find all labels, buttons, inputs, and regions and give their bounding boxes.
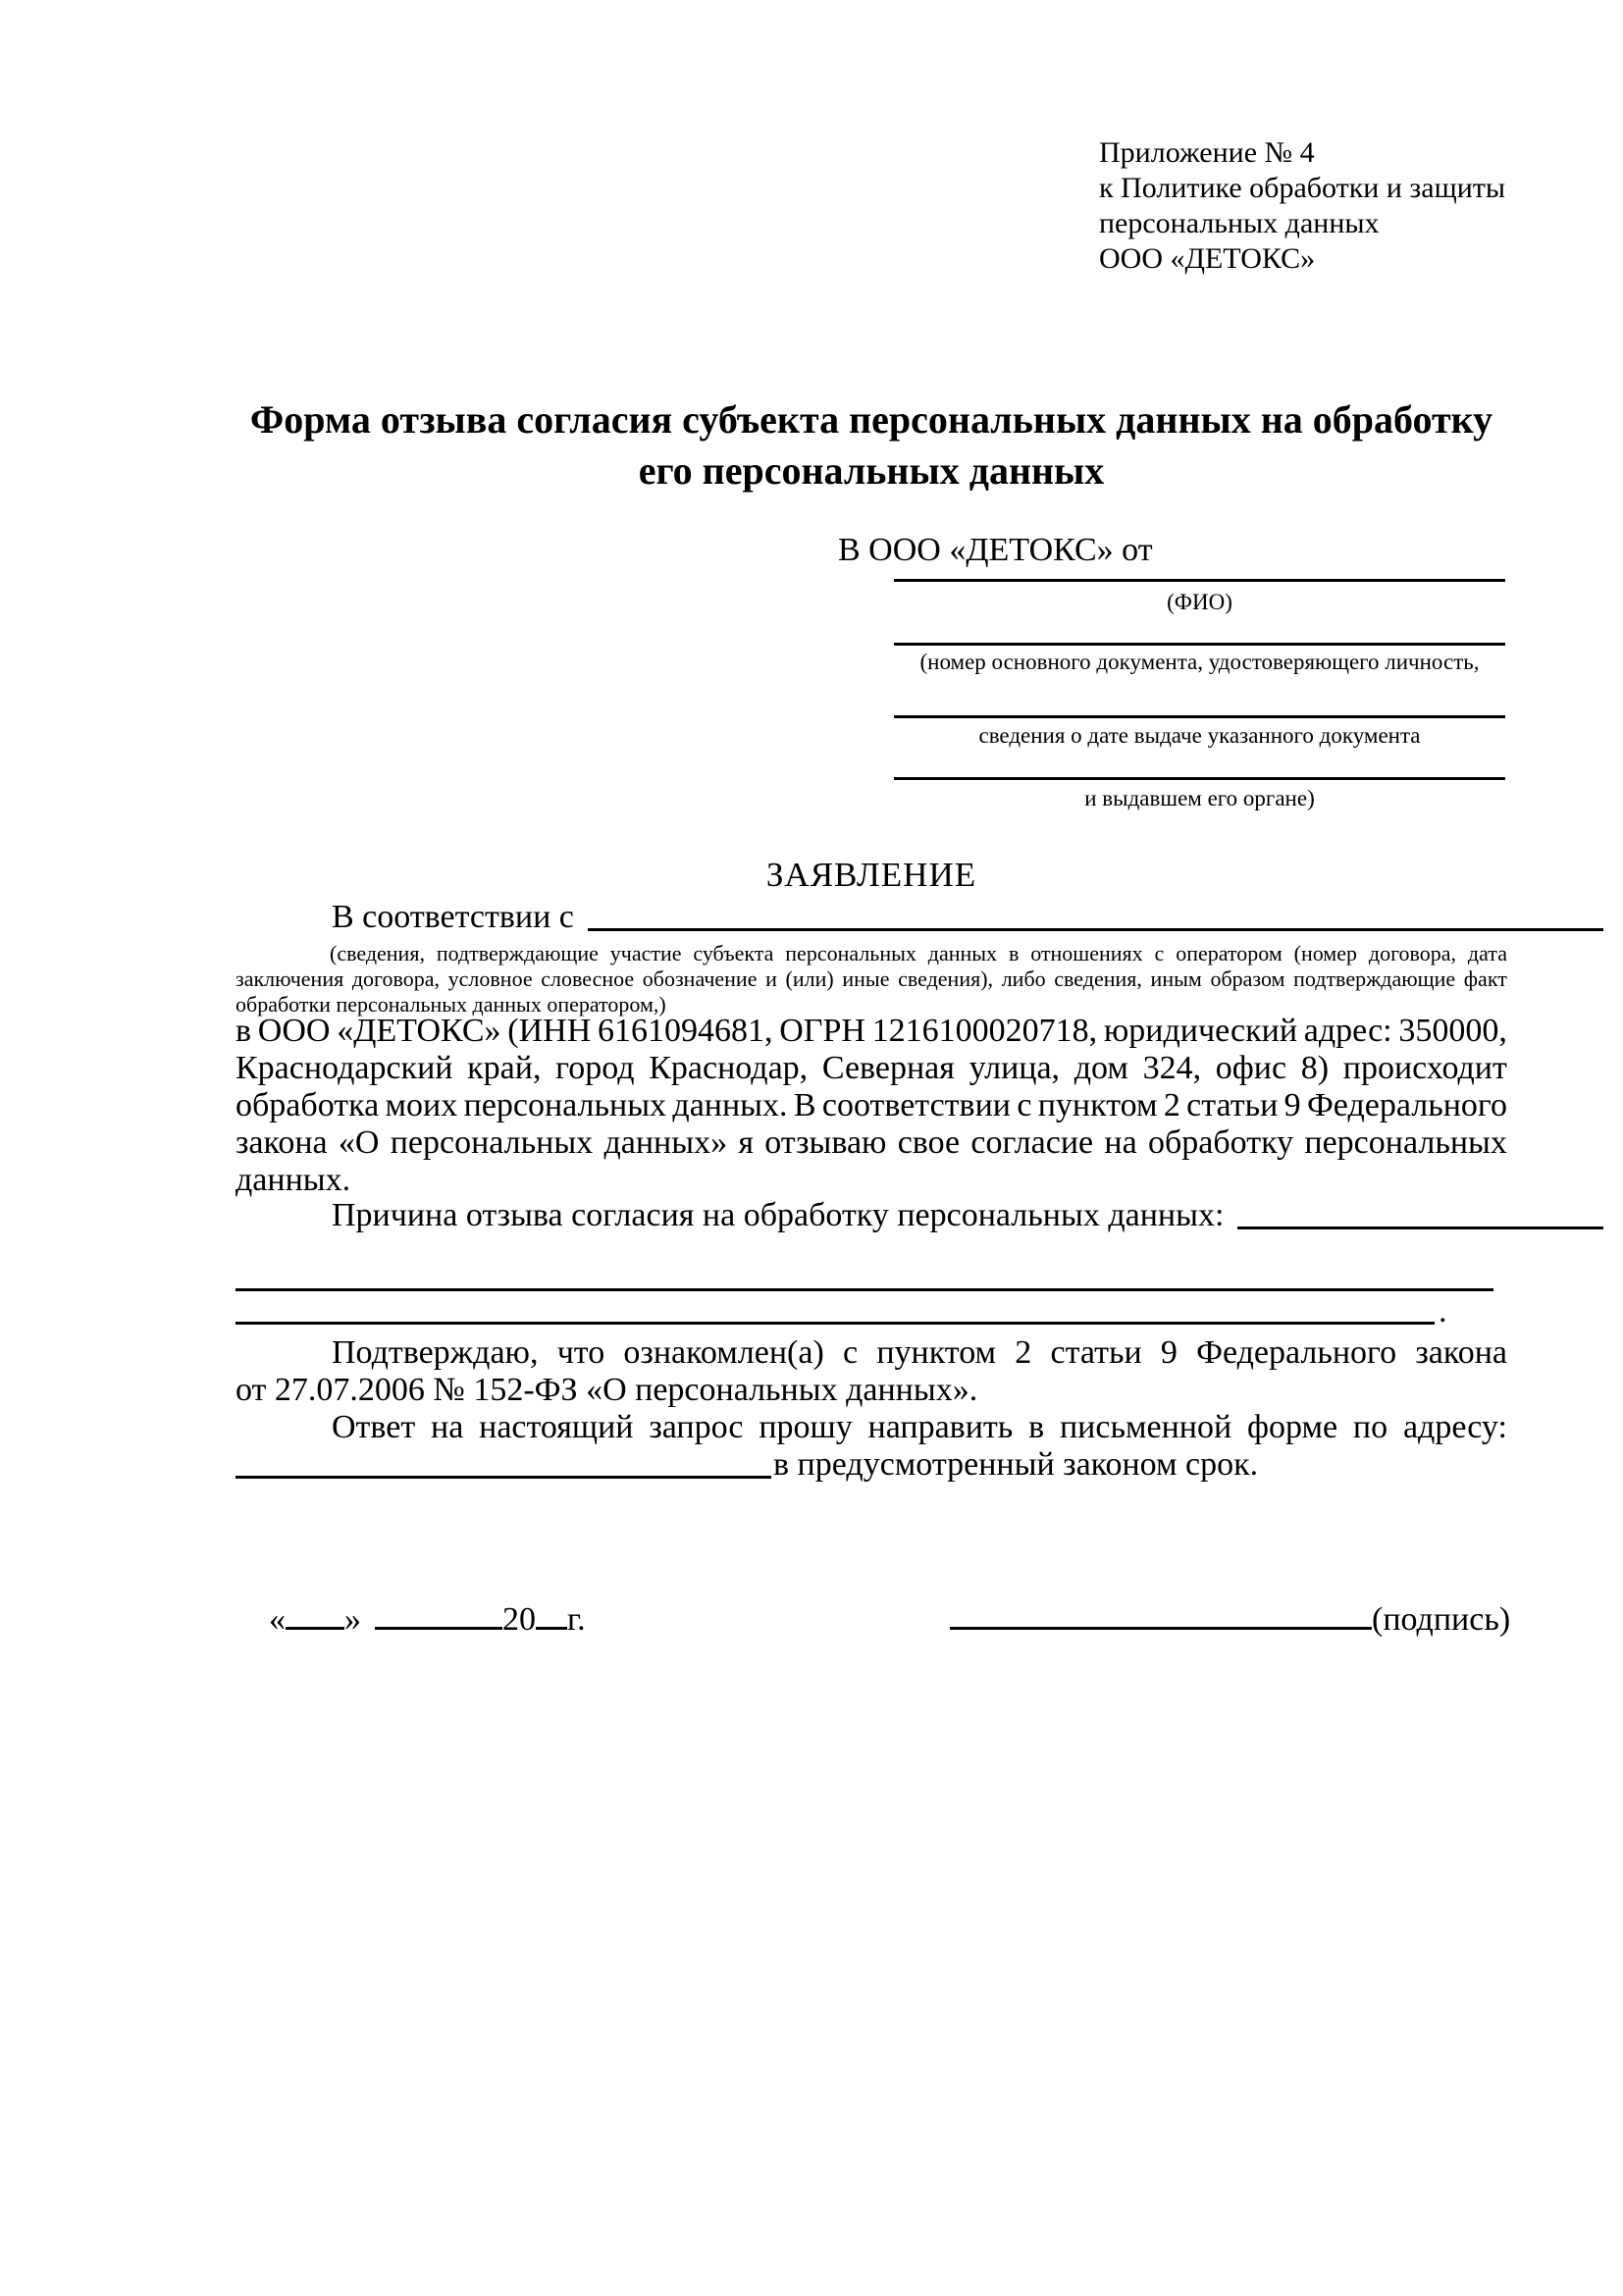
document-title: [236, 394, 1507, 496]
reason-prefix: Причина отзыва согласия на обработку персональных данных:: [332, 1197, 1225, 1233]
intro-line: [236, 899, 1603, 936]
year-blank-line[interactable]: [536, 1627, 567, 1630]
reason-blank-line-3[interactable]: [236, 1322, 1435, 1325]
reason-blank-line[interactable]: [1237, 1197, 1603, 1229]
reason-line: [236, 1197, 1603, 1234]
fio-blank-line[interactable]: [894, 579, 1505, 582]
appendix-line: Приложение № 4: [1099, 136, 1315, 169]
issue-date-label: сведения о дате выдаче указанного документа: [978, 723, 1421, 748]
reply-line: Ответ на настоящий запрос прошу направить в письменной форме по адресу:: [332, 1409, 1507, 1445]
recipient-line: В ООО «ДЕТОКС» от: [838, 532, 1153, 568]
issuing-authority-blank-line[interactable]: [894, 777, 1505, 780]
intro-prefix: В соответствии с: [332, 899, 574, 935]
quote-open: «: [269, 1601, 286, 1638]
document-title-line: Форма отзыва согласия субъекта персональных данных на обработку: [249, 397, 1493, 442]
date-field: [236, 1564, 586, 1638]
confirmation-line: Подтверждаю, что ознакомлен(а) с пунктом 2 статьи 9 Федерального закона: [332, 1334, 1507, 1371]
body-line: закона «О персональных данных» я отзываю свое согласие на обработку персональных: [236, 1124, 1507, 1161]
issuing-authority-label: и выдавшем его органе): [1084, 786, 1315, 810]
reason-blank-line-2[interactable]: [236, 1288, 1493, 1291]
quote-close: »: [344, 1601, 361, 1638]
appendix-note: [1099, 135, 1505, 277]
appendix-line: к Политике обработки и защиты: [1099, 172, 1506, 204]
reply-address-line: [236, 1446, 1507, 1484]
signature-field: [916, 1564, 1511, 1638]
body-line: в ООО «ДЕТОКС» (ИНН 6161094681, ОГРН 1216100020718, юридический адрес: 350000,: [236, 1013, 1507, 1049]
document-number-label: (номер основного документа, удостоверяющего личность,: [919, 650, 1480, 674]
document-title-line: его персональных данных: [638, 448, 1105, 493]
document-number-blank-line[interactable]: [894, 643, 1505, 646]
basis-blank-line[interactable]: [588, 899, 1603, 931]
confirmation-line: от 27.07.2006 № 152-ФЗ «О персональных данных».: [236, 1372, 978, 1408]
month-blank-line[interactable]: [375, 1627, 502, 1630]
issue-date-blank-line[interactable]: [894, 715, 1505, 718]
address-blank-line[interactable]: [236, 1446, 771, 1479]
footnote-line: (сведения, подтверждающие участие субъекта персональных данных в отношениях с оператором (номер договора, дата: [330, 941, 1507, 965]
statement-body: [236, 1013, 1507, 1199]
appendix-line: ООО «ДЕТОКС»: [1099, 242, 1316, 275]
footnote-line: заключения договора, условное словесное обозначение и (или) иные сведения), либо сведения, иным образом подтверждающие факт: [236, 966, 1507, 991]
fio-label: (ФИО): [1167, 590, 1232, 614]
year-suffix: г.: [567, 1601, 586, 1638]
body-line: обработка моих персональных данных. В соответствии с пунктом 2 статьи 9 Федерального: [236, 1087, 1507, 1123]
signature-label: (подпись): [1372, 1601, 1511, 1638]
reply-suffix: в предусмотренный законом срок.: [773, 1446, 1259, 1483]
day-blank-line[interactable]: [286, 1627, 344, 1630]
year-prefix: 20: [502, 1601, 536, 1638]
body-line: Краснодарский край, город Краснодар, Северная улица, дом 324, офис 8) происходит: [236, 1050, 1507, 1086]
body-line: данных.: [236, 1162, 351, 1198]
signature-blank-line[interactable]: [950, 1627, 1372, 1630]
appendix-line: персональных данных: [1099, 207, 1380, 239]
confirmation-paragraph: [236, 1334, 1507, 1409]
footnote-block: [236, 941, 1507, 1018]
reply-paragraph: [236, 1409, 1507, 1446]
sentence-period: .: [1439, 1293, 1447, 1330]
statement-heading: ЗАЯВЛЕНИЕ: [765, 856, 977, 894]
footnote-line: обработки персональных данных оператором,): [236, 992, 666, 1017]
